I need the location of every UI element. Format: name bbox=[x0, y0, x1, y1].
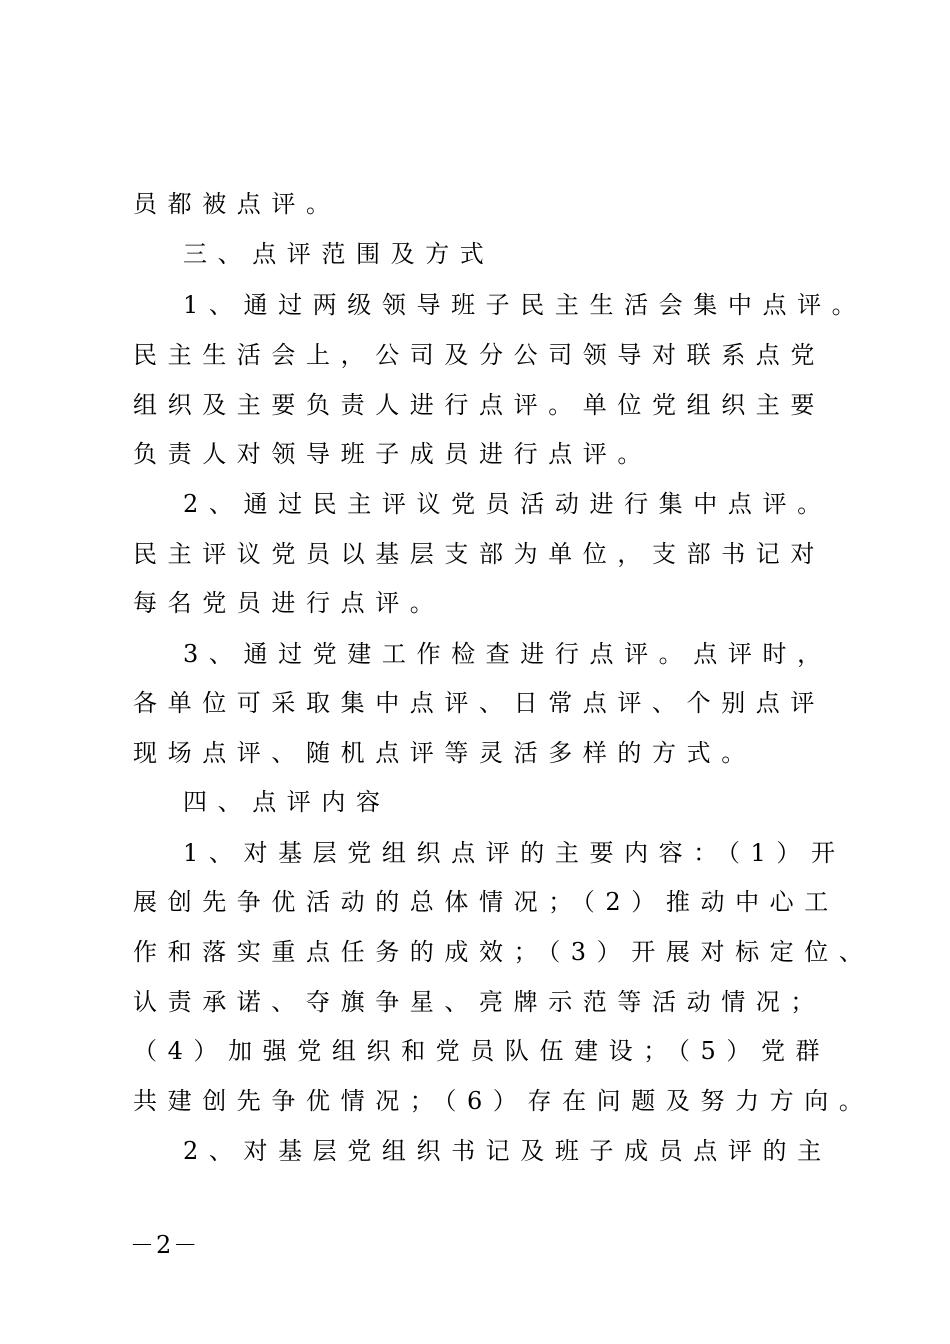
text-line: 民主评议党员以基层支部为单位，支部书记对 bbox=[133, 540, 825, 568]
text-line: 作和落实重点任务的成效；（3）开展对标定位、 bbox=[133, 938, 874, 966]
text-line: （4）加强党组织和党员队伍建设；（5）党群 bbox=[133, 1037, 831, 1065]
text-line: 员都被点评。 bbox=[133, 190, 341, 218]
text-line: 民主生活会上，公司及分公司领导对联系点党 bbox=[133, 341, 825, 369]
text-line: 2、对基层党组织书记及班子成员点评的主 bbox=[183, 1137, 832, 1165]
text-line: 组织及主要负责人进行点评。单位党组织主要 bbox=[133, 391, 825, 419]
text-line: 现场点评、随机点评等灵活多样的方式。 bbox=[133, 739, 756, 767]
text-line: 展创先争优活动的总体情况；（2）推动中心工 bbox=[133, 888, 839, 916]
section-heading: 四、点评内容 bbox=[183, 788, 391, 816]
text-line: 1、对基层党组织点评的主要内容：（1）开 bbox=[183, 839, 846, 867]
text-line: 共建创先争优情况；（6）存在问题及努力方向。 bbox=[133, 1087, 874, 1115]
text-line: 认责承诺、夺旗争星、亮牌示范等活动情况； bbox=[133, 988, 825, 1016]
text-line: 3、通过党建工作检查进行点评。点评时， bbox=[183, 640, 832, 668]
text-line: 各单位可采取集中点评、日常点评、个别点评 bbox=[133, 689, 825, 717]
text-line: 负责人对领导班子成员进行点评。 bbox=[133, 440, 652, 468]
text-line: 每名党员进行点评。 bbox=[133, 589, 445, 617]
page-number: －2－ bbox=[130, 1231, 200, 1259]
section-heading: 三、点评范围及方式 bbox=[183, 240, 495, 268]
text-line: 1、通过两级领导班子民主生活会集中点评。 bbox=[183, 291, 867, 319]
text-line: 2、通过民主评议党员活动进行集中点评。 bbox=[183, 490, 832, 518]
